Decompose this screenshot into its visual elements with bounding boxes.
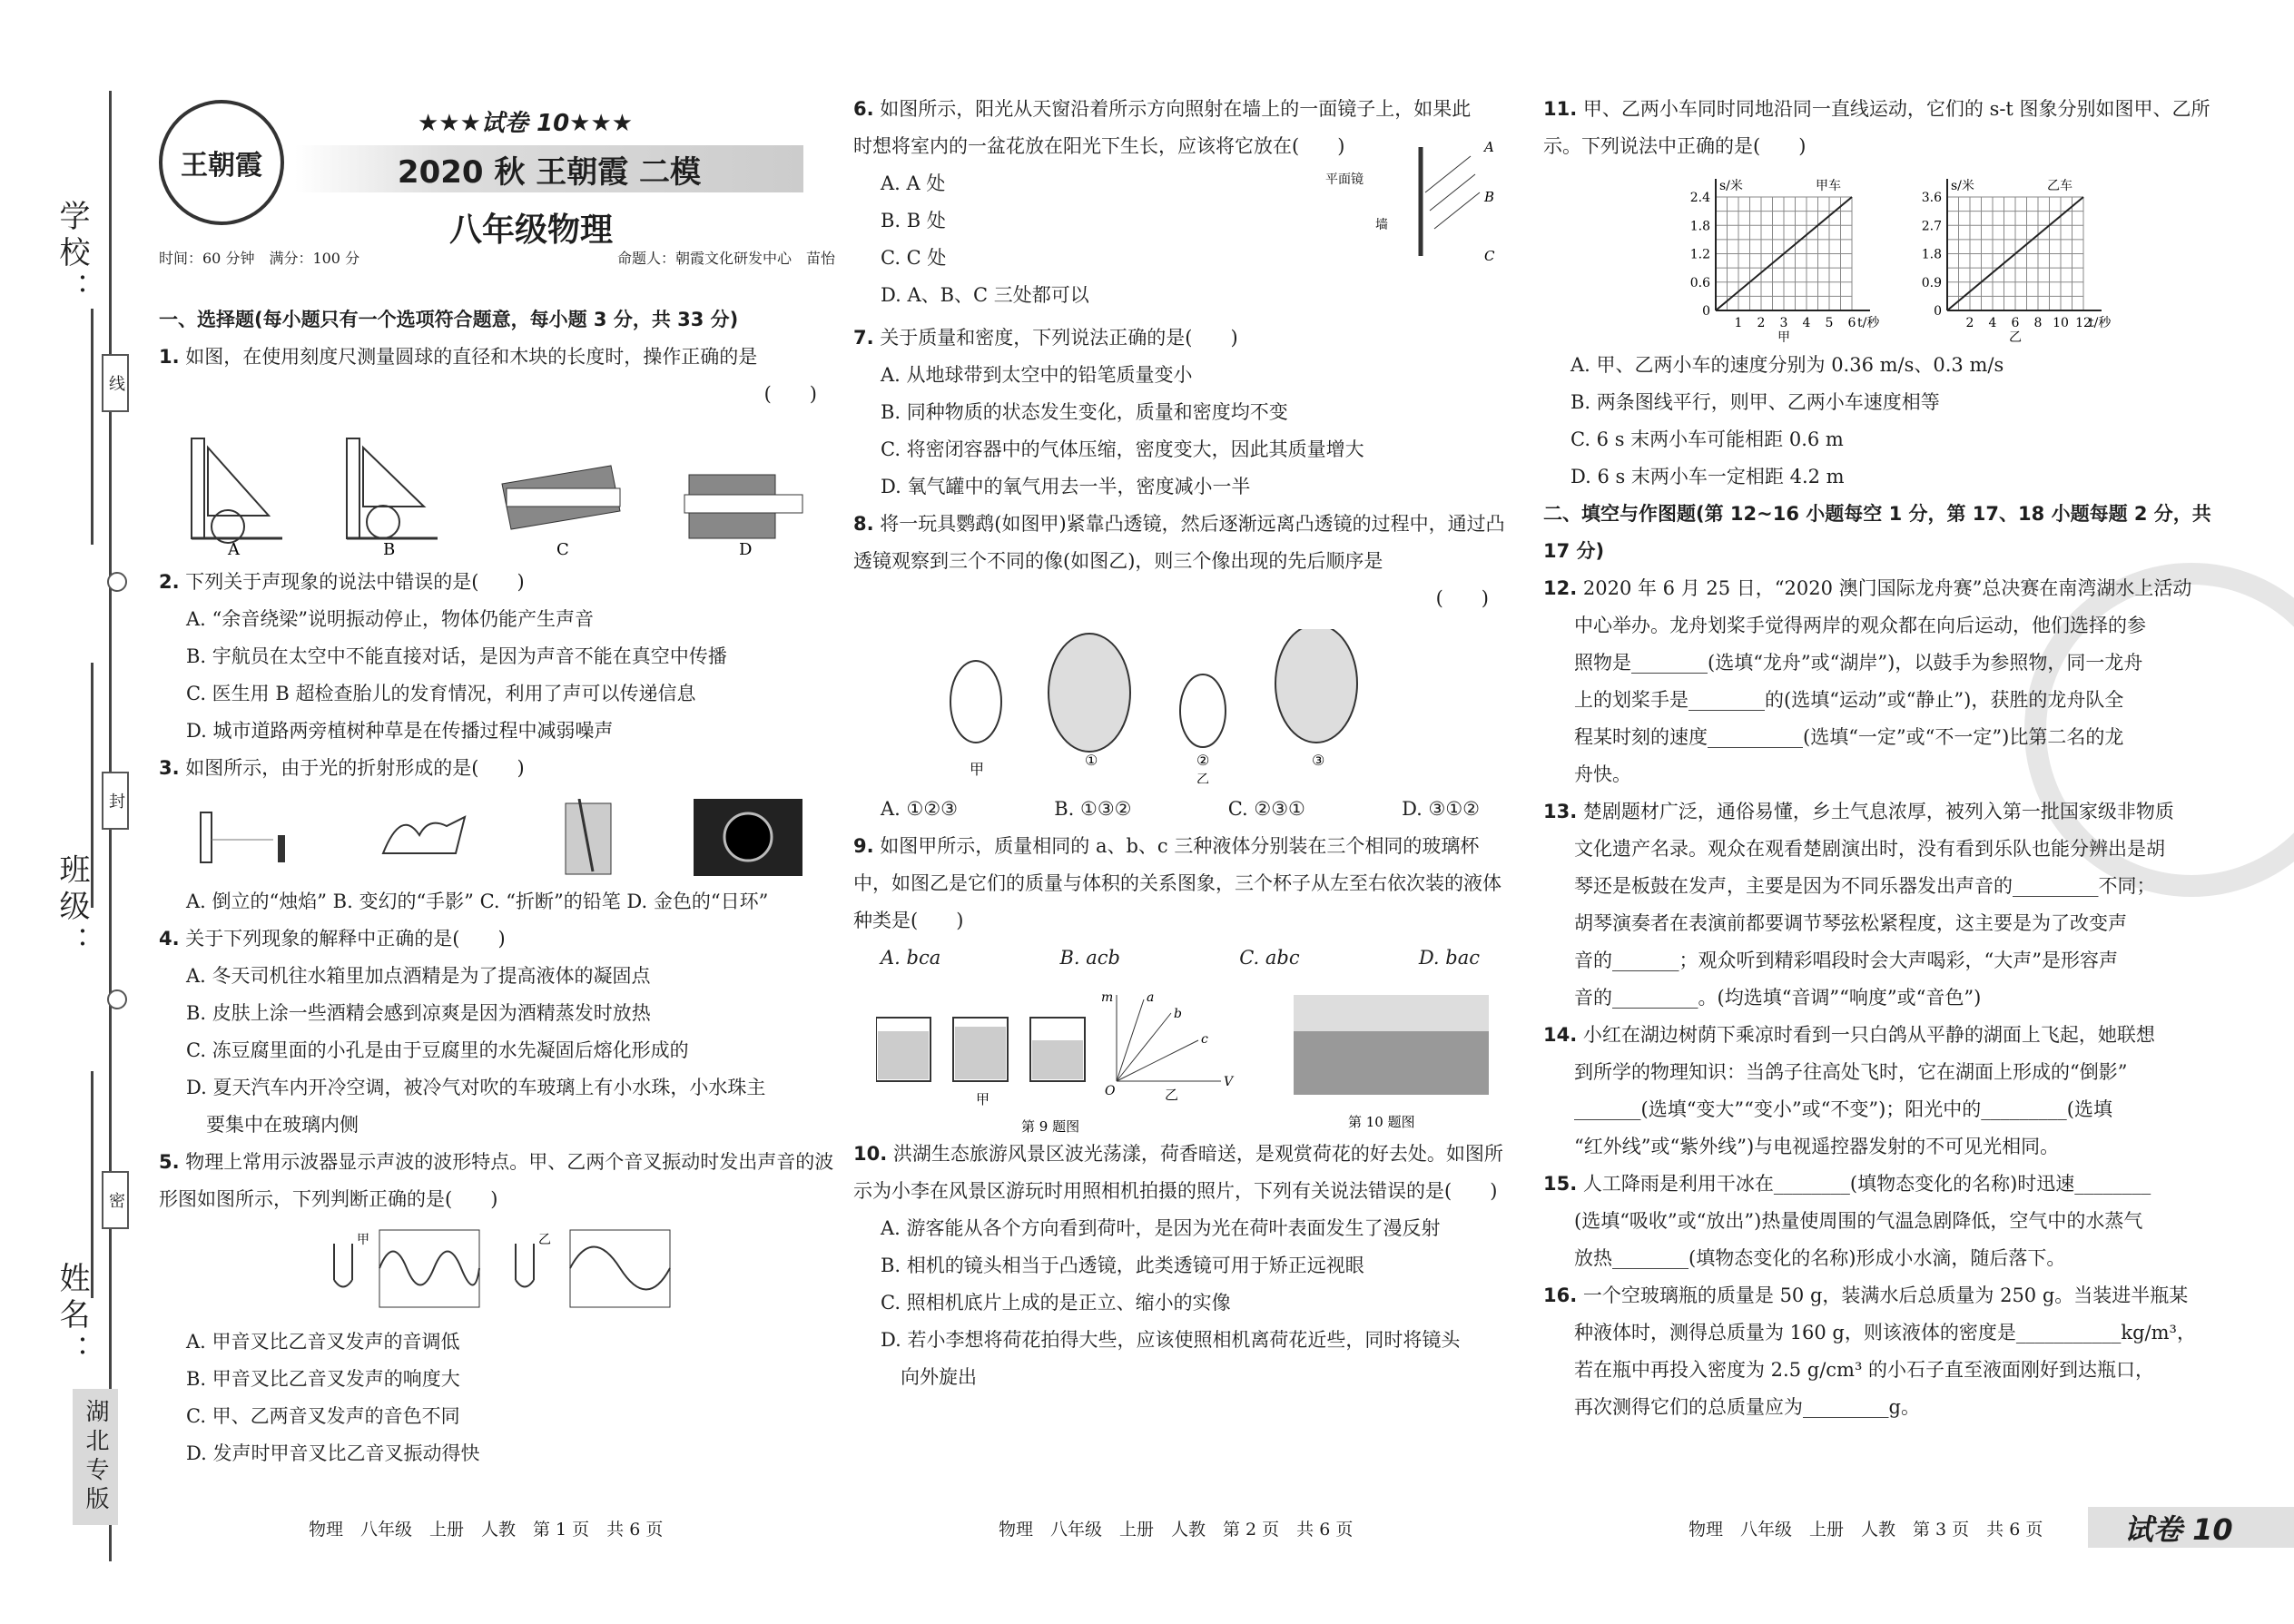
question-line (1543, 868, 2233, 905)
st-graph-jia (1675, 165, 1884, 342)
option: A. 游客能从各个方向看到荷叶，是因为光在荷叶表面发生了漫反射 (881, 1217, 1441, 1239)
svg-text:②: ② (1196, 752, 1210, 769)
binding-hole (107, 572, 127, 592)
option: A. 甲、乙两小车的速度分别为 0.36 m/s、0.3 m/s (1570, 354, 2004, 376)
q-text: 下列关于声现象的说法中错误的是( ) (185, 571, 525, 593)
question-2 (159, 564, 835, 601)
q-text: 文化遗产名录。观众在观看楚剧演出时，没有看到乐队也能分辨出是胡 (1574, 838, 2165, 860)
school-label: 学校： (54, 200, 90, 309)
option: D. 若小李想将荷花拍得大些，应该使照相机离荷花近些，同时将镜头 (881, 1329, 1461, 1351)
q-text: _______(选填“变大”“变小”或“不变”)；阳光中的_________(选填 (1574, 1098, 2112, 1120)
seal-xian: 线 (102, 354, 129, 412)
question-5 (159, 1144, 835, 1218)
q-number: 12. (1543, 577, 1578, 599)
q-text: (选填“吸收”或“放出”)热量使周围的气温急剧降低，空气中的水蒸气 (1574, 1210, 2143, 1232)
question-4 (159, 920, 835, 958)
q-text: 中心举办。龙舟划桨手觉得两岸的观众都在向后运动，他们选择的参 (1574, 615, 2146, 636)
q-text: 再次测得它们的总质量应为_________g。 (1574, 1396, 1920, 1418)
exam-title: 2020 秋 王朝霞 二模 (295, 145, 803, 192)
q-number: 14. (1543, 1024, 1578, 1046)
question-line (1543, 905, 2233, 942)
option: A. 甲音叉比乙音叉发声的音调低 (186, 1331, 460, 1353)
option: B. 同种物质的状态发生变化，质量和密度均不变 (881, 401, 1288, 423)
q-number: 3. (159, 757, 180, 779)
q-number: 9. (853, 835, 874, 857)
question-15 (1543, 1166, 2233, 1203)
option: C. 将密闭容器中的气体压缩，密度变大，因此其质量增大 (881, 438, 1364, 460)
option: D. bac (1418, 947, 1480, 969)
option: C. ②③① (1227, 798, 1305, 820)
options-inline: A. 倒立的“烛焰” B. 变幻的“手影” C. “折断”的铅笔 D. 金色的“日环” (186, 891, 769, 912)
option: A. ①②③ (881, 798, 958, 820)
y-tick-label: 0 (1934, 304, 1942, 319)
q-text: 甲、乙两小车同时同地沿同一直线运动，它们的 s-t 图象分别如图甲、乙所示。下列说法中正确的是( ) (1543, 98, 2210, 157)
exam-tag: 试卷 10 (2088, 1507, 2294, 1548)
x-tick-label: 3 (1779, 316, 1788, 330)
question-7 (853, 320, 1507, 357)
st-graphs (1543, 165, 2233, 347)
q-number: 15. (1543, 1173, 1578, 1195)
hand-shadow-figure (365, 799, 483, 876)
q1-figures (159, 420, 835, 556)
q-text: 音的_______；观众听到精彩唱段时会大声喝彩，“大声”是形容声 (1574, 950, 2118, 971)
q-text: “红外线”或“紫外线”)与电视遥控器发射的不可见光相同。 (1574, 1136, 2060, 1157)
option: B. B 处 (881, 210, 946, 231)
q-number: 2. (159, 571, 180, 593)
option: B. 相机的镜头相当于凸透镜，此类透镜可用于矫正远视眼 (881, 1255, 1364, 1276)
option-cont: 向外旋出 (901, 1366, 977, 1388)
y-tick-label: 2.7 (1921, 219, 1942, 234)
y-tick-label: 0 (1702, 304, 1710, 319)
svg-text:第 10 题图: 第 10 题图 (1348, 1114, 1415, 1130)
option-cont: 要集中在玻璃内侧 (206, 1114, 359, 1136)
q-text: 关于质量和密度，下列说法正确的是( ) (880, 327, 1238, 349)
svg-text:甲: 甲 (356, 1233, 369, 1247)
graph-caption: 甲 (1777, 330, 1790, 342)
ruler-figure-d (675, 429, 812, 556)
candle-figure (192, 799, 300, 876)
question-line (1543, 1240, 2233, 1277)
seal-feng: 封 (102, 772, 129, 830)
y-tick-label: 0.6 (1689, 275, 1710, 290)
q8-options (853, 791, 1507, 828)
q5-figures (159, 1225, 835, 1316)
x-tick-label: 4 (1988, 316, 1997, 330)
fig-label-b: B (382, 540, 396, 556)
y-tick-label: 1.2 (1689, 247, 1710, 262)
q3-figures (159, 794, 835, 876)
option: D. ③①② (1402, 798, 1480, 820)
exam-meta (159, 247, 835, 268)
q-text: 如图所示，由于光的折射形成的是( ) (185, 757, 525, 779)
option: B. ①③② (1054, 798, 1132, 820)
svg-text:甲: 甲 (970, 761, 985, 778)
q8-figures (853, 625, 1507, 783)
svg-text:A: A (1484, 139, 1494, 155)
option: A. 从地球带到太空中的铅笔质量变小 (881, 364, 1193, 386)
svg-text:①: ① (1085, 752, 1098, 769)
fill-questions (1543, 570, 2233, 1426)
option: A. bca (881, 947, 941, 969)
x-tick-label: 2 (1757, 316, 1766, 330)
q9-q10-figures (853, 977, 1507, 1136)
option: B. acb (1059, 947, 1120, 969)
q-text: 胡琴演奏者在表演前都要调节琴弦松紧程度，这主要是为了改变声 (1574, 912, 2127, 934)
series-name: 乙车 (2047, 179, 2072, 193)
svg-text:第 9 题图: 第 9 题图 (1021, 1118, 1080, 1135)
question-line (1543, 756, 2233, 793)
q-text: 舟快。 (1574, 763, 1631, 785)
x-axis-label: t/秒 (1857, 316, 1880, 330)
svg-text:m: m (1101, 990, 1114, 1005)
x-tick-label: 6 (1847, 316, 1856, 330)
q-text: 将一玩具鹦鹉(如图甲)紧靠凸透镜，然后逐渐远离凸透镜的过程中，通过凸透镜观察到三个不同的像(如图乙)，则三个像出现的先后顺序是 (853, 513, 1505, 572)
x-tick-label: 6 (2011, 316, 2020, 330)
section-2-title: 二、填空与作图题(第 12~16 小题每空 1 分，第 17、18 小题每题 2 分，共 17 分) (1543, 503, 2211, 562)
question-10 (853, 1136, 1507, 1210)
option: C. 甲、乙两音叉发声的音色不同 (186, 1405, 460, 1427)
brand-logo: 王朝霞 (159, 100, 284, 225)
x-tick-label: 2 (1965, 316, 1974, 330)
y-tick-label: 2.4 (1689, 191, 1710, 205)
x-axis-label: t/秒 (2089, 316, 2112, 330)
st-graph-yi (1906, 165, 2115, 342)
name-label: 姓名： (54, 1262, 90, 1371)
option: D. 夏天汽车内开冷空调，被冷气对吹的车玻璃上有小水珠，小水珠主 (186, 1077, 766, 1098)
option: B. 皮肤上涂一些酒精会感到凉爽是因为酒精蒸发时放热 (186, 1002, 651, 1024)
svg-text:墙: 墙 (1375, 218, 1388, 232)
q-text: 关于下列现象的解释中正确的是( ) (185, 928, 506, 950)
q-text: 一个空玻璃瓶的质量是 50 g，装满水后总质量为 250 g。当装进半瓶某 (1582, 1284, 2189, 1306)
svg-text:a: a (1147, 990, 1155, 1005)
question-14 (1543, 1017, 2233, 1054)
x-tick-label: 1 (1734, 316, 1743, 330)
y-tick-label: 1.8 (1921, 247, 1942, 262)
y-tick-label: 1.8 (1689, 219, 1710, 234)
option: D. 城市道路两旁植树种草是在传播过程中减弱噪声 (186, 720, 614, 742)
svg-text:B: B (1484, 189, 1495, 205)
subject-title: 八年级物理 (449, 212, 614, 249)
binding-margin (0, 54, 136, 1552)
graph-caption: 乙 (2009, 330, 2022, 342)
question-line (1543, 1091, 2233, 1128)
option: B. 宇航员在太空中不能直接对话，是因为声音不能在真空中传播 (186, 645, 727, 667)
lotus-photo-figure (1294, 995, 1489, 1136)
option: C. 6 s 末两小车可能相距 0.6 m (1570, 428, 1844, 450)
pencil-figure (547, 799, 629, 876)
option: B. 甲音叉比乙音叉发声的响度大 (186, 1368, 460, 1390)
q-number: 5. (159, 1151, 180, 1173)
question-3 (159, 750, 835, 787)
option: A. “余音绕梁”说明振动停止，物体仍能产生声音 (186, 608, 594, 630)
q-text: 洪湖生态旅游风景区波光荡漾，荷香暗送，是观赏荷花的好去处。如图所示为小李在风景区游玩时用照相机拍摄的照片，下列有关说法错误的是( ) (853, 1143, 1503, 1202)
class-label: 班级： (54, 853, 90, 962)
question-12 (1543, 570, 2233, 607)
q-number: 16. (1543, 1284, 1578, 1306)
edition-tag: 湖北专版 (73, 1389, 118, 1525)
fig-label-d: D (739, 540, 753, 556)
question-11 (1543, 91, 2233, 165)
question-line (1543, 1352, 2233, 1389)
column-2 (853, 91, 1507, 1396)
author-info: 命题人：朝霞文化研发中心 苗怡 (616, 250, 835, 267)
school-blank (91, 309, 94, 545)
question-line (1543, 942, 2233, 979)
q-text: 小红在湖边树荫下乘凉时看到一只白鸽从平静的湖面上飞起，她联想 (1582, 1024, 2155, 1046)
column-3 (1543, 91, 2233, 1426)
svg-text:C: C (1484, 248, 1495, 264)
exam-header (159, 100, 835, 281)
question-13 (1543, 793, 2233, 831)
question-16 (1543, 1277, 2233, 1314)
question-line (1543, 1054, 2233, 1091)
q-number: 6. (853, 98, 874, 120)
series-label: ★★★试卷 10★★★ (418, 110, 634, 137)
option: C. C 处 (881, 247, 947, 269)
parrot-figure (908, 629, 1452, 783)
q-text: 如图甲所示，质量相同的 a、b、c 三种液体分别装在三个相同的玻璃杯中，如图乙是它们的质量与体积的关系图象，三个杯子从左至右依次装的液体种类是( ) (853, 835, 1501, 931)
y-tick-label: 0.9 (1921, 275, 1942, 290)
svg-text:c: c (1201, 1032, 1208, 1047)
option: D. A、B、C 三处都可以 (881, 284, 1089, 306)
q-text: 琴还是板鼓在发声，主要是因为不同乐器发出声音的_________不同； (1574, 875, 2156, 897)
q-text: 如图，在使用刻度尺测量圆球的直径和木块的长度时，操作正确的是 (185, 346, 758, 368)
ruler-figure-b (338, 429, 447, 556)
page-footer-2: 物理 八年级 上册 人教 第 2 页 共 6 页 (999, 1520, 1354, 1540)
ruler-figure-a (182, 429, 291, 556)
beakers-graph-figure (876, 990, 1275, 1136)
question-line (1543, 1203, 2233, 1240)
q-number: 13. (1543, 801, 1578, 822)
q6-block (853, 139, 1507, 320)
x-tick-label: 12 (2075, 316, 2092, 330)
q-text: 放热________(填物态变化的名称)形成小水滴，随后落下。 (1574, 1247, 2066, 1269)
svg-text:V: V (1224, 1075, 1234, 1089)
svg-text:b: b (1174, 1007, 1182, 1021)
option: C. 冻豆腐里面的小孔是由于豆腐里的水先凝固后熔化形成的 (186, 1039, 689, 1061)
question-line (1543, 682, 2233, 719)
question-8 (853, 506, 1507, 580)
q-text: 人工降雨是利用干冰在________(填物态变化的名称)时迅速________ (1582, 1173, 2151, 1195)
answer-paren: ( ) (763, 383, 817, 405)
svg-text:乙: 乙 (537, 1233, 551, 1247)
y-axis-label: s/米 (1719, 179, 1743, 193)
section-1-title: 一、选择题(每小题只有一个选项符合题意，每小题 3 分，共 33 分) (159, 309, 739, 330)
series-name: 甲车 (1816, 179, 1841, 193)
q-number: 11. (1543, 98, 1578, 120)
option: A. 冬天司机往水箱里加点酒精是为了提高液体的凝固点 (186, 965, 651, 987)
column-1 (159, 301, 835, 1472)
fig-label-a: A (227, 540, 240, 556)
q-number: 1. (159, 346, 180, 368)
option: A. A 处 (881, 172, 946, 194)
ruler-figure-c (493, 429, 629, 556)
x-tick-label: 5 (1825, 316, 1834, 330)
question-9 (853, 828, 1507, 940)
q-text: 照物是________(选填“龙舟”或“湖岸”)，以鼓手为参照物，同一龙舟 (1574, 652, 2143, 674)
svg-text:平面镜: 平面镜 (1325, 172, 1364, 187)
svg-text:乙: 乙 (1196, 773, 1209, 783)
question-line (1543, 979, 2233, 1017)
q-text: 如图所示，阳光从天窗沿着所示方向照射在墙上的一面镜子上，如果此时想将室内的一盆花放在阳光下生长，应该将它放在( ) (853, 98, 1472, 157)
class-blank (91, 663, 94, 908)
question-line (1543, 607, 2233, 645)
x-tick-label: 10 (2053, 316, 2069, 330)
q9-options (853, 940, 1507, 977)
question-line (1543, 645, 2233, 682)
mirror-figure (1325, 129, 1498, 283)
q-text: 楚剧题材广泛，通俗易懂，乡土气息浓厚，被列入第一批国家级非物质 (1582, 801, 2174, 822)
q-text: 上的划桨手是________的(选填“运动”或“静止”)，获胜的龙舟队全 (1574, 689, 2124, 711)
option: C. 医生用 B 超检查胎儿的发育情况，利用了声可以传递信息 (186, 683, 696, 704)
q-number: 4. (159, 928, 180, 950)
q-number: 8. (853, 513, 874, 535)
q-text: 种液体时，测得总质量为 160 g，则该液体的密度是___________kg/m³， (1574, 1322, 2196, 1343)
question-line (1543, 719, 2233, 756)
svg-text:乙: 乙 (1165, 1087, 1179, 1103)
q-text: 2020 年 6 月 25 日，“2020 澳门国际龙舟赛”总决赛在南湾湖水上活动 (1582, 577, 2192, 599)
fig-label-c: C (556, 540, 569, 556)
option: C. 照相机底片上成的是正立、缩小的实像 (881, 1292, 1231, 1314)
option: B. 两条图线平行，则甲、乙两小车速度相等 (1570, 391, 1940, 413)
x-tick-label: 4 (1802, 316, 1811, 330)
option: D. 发声时甲音叉比乙音叉振动得快 (186, 1442, 480, 1464)
solar-eclipse-figure (694, 799, 802, 876)
binding-hole (107, 989, 127, 1009)
question-1 (159, 339, 835, 376)
question-line (1543, 1389, 2233, 1426)
option: D. 6 s 末两小车一定相距 4.2 m (1570, 466, 1845, 487)
page-footer-3: 物理 八年级 上册 人教 第 3 页 共 6 页 (1689, 1520, 2043, 1540)
x-tick-label: 8 (2033, 316, 2043, 330)
question-line (1543, 1314, 2233, 1352)
question-line (1543, 831, 2233, 868)
q-text: 到所学的物理知识：当鸽子往高处飞时，它在湖面上形成的“倒影” (1574, 1061, 2128, 1083)
question-line (1543, 1128, 2233, 1166)
y-tick-label: 3.6 (1921, 191, 1942, 205)
time-info: 时间：60 分钟 满分：100 分 (159, 250, 360, 267)
waveform-figure (316, 1225, 679, 1316)
q-number: 7. (853, 327, 874, 349)
svg-text:③: ③ (1312, 752, 1325, 769)
q-text: 程某时刻的速度__________(选填“一定”或“不一定”)比第二名的龙 (1574, 726, 2124, 748)
option: D. 氧气罐中的氧气用去一半，密度减小一半 (881, 476, 1251, 497)
svg-text:甲: 甲 (976, 1091, 990, 1107)
y-axis-label: s/米 (1951, 179, 1974, 193)
seal-mi: 密 (102, 1171, 129, 1229)
option: C. abc (1239, 947, 1300, 969)
answer-paren: ( ) (1435, 587, 1489, 609)
q-text: 音的_________。(均选填“音调”“响度”或“音色”) (1574, 987, 1982, 1009)
q-text: 若在瓶中再投入密度为 2.5 g/cm³ 的小石子直至液面刚好到达瓶口， (1574, 1359, 2155, 1381)
q-text: 物理上常用示波器显示声波的波形特点。甲、乙两个音叉振动时发出声音的波形图如图所示，下列判断正确的是( ) (159, 1151, 834, 1210)
svg-text:O: O (1105, 1084, 1116, 1098)
page-footer-1: 物理 八年级 上册 人教 第 1 页 共 6 页 (309, 1520, 664, 1540)
q-number: 10. (853, 1143, 888, 1165)
